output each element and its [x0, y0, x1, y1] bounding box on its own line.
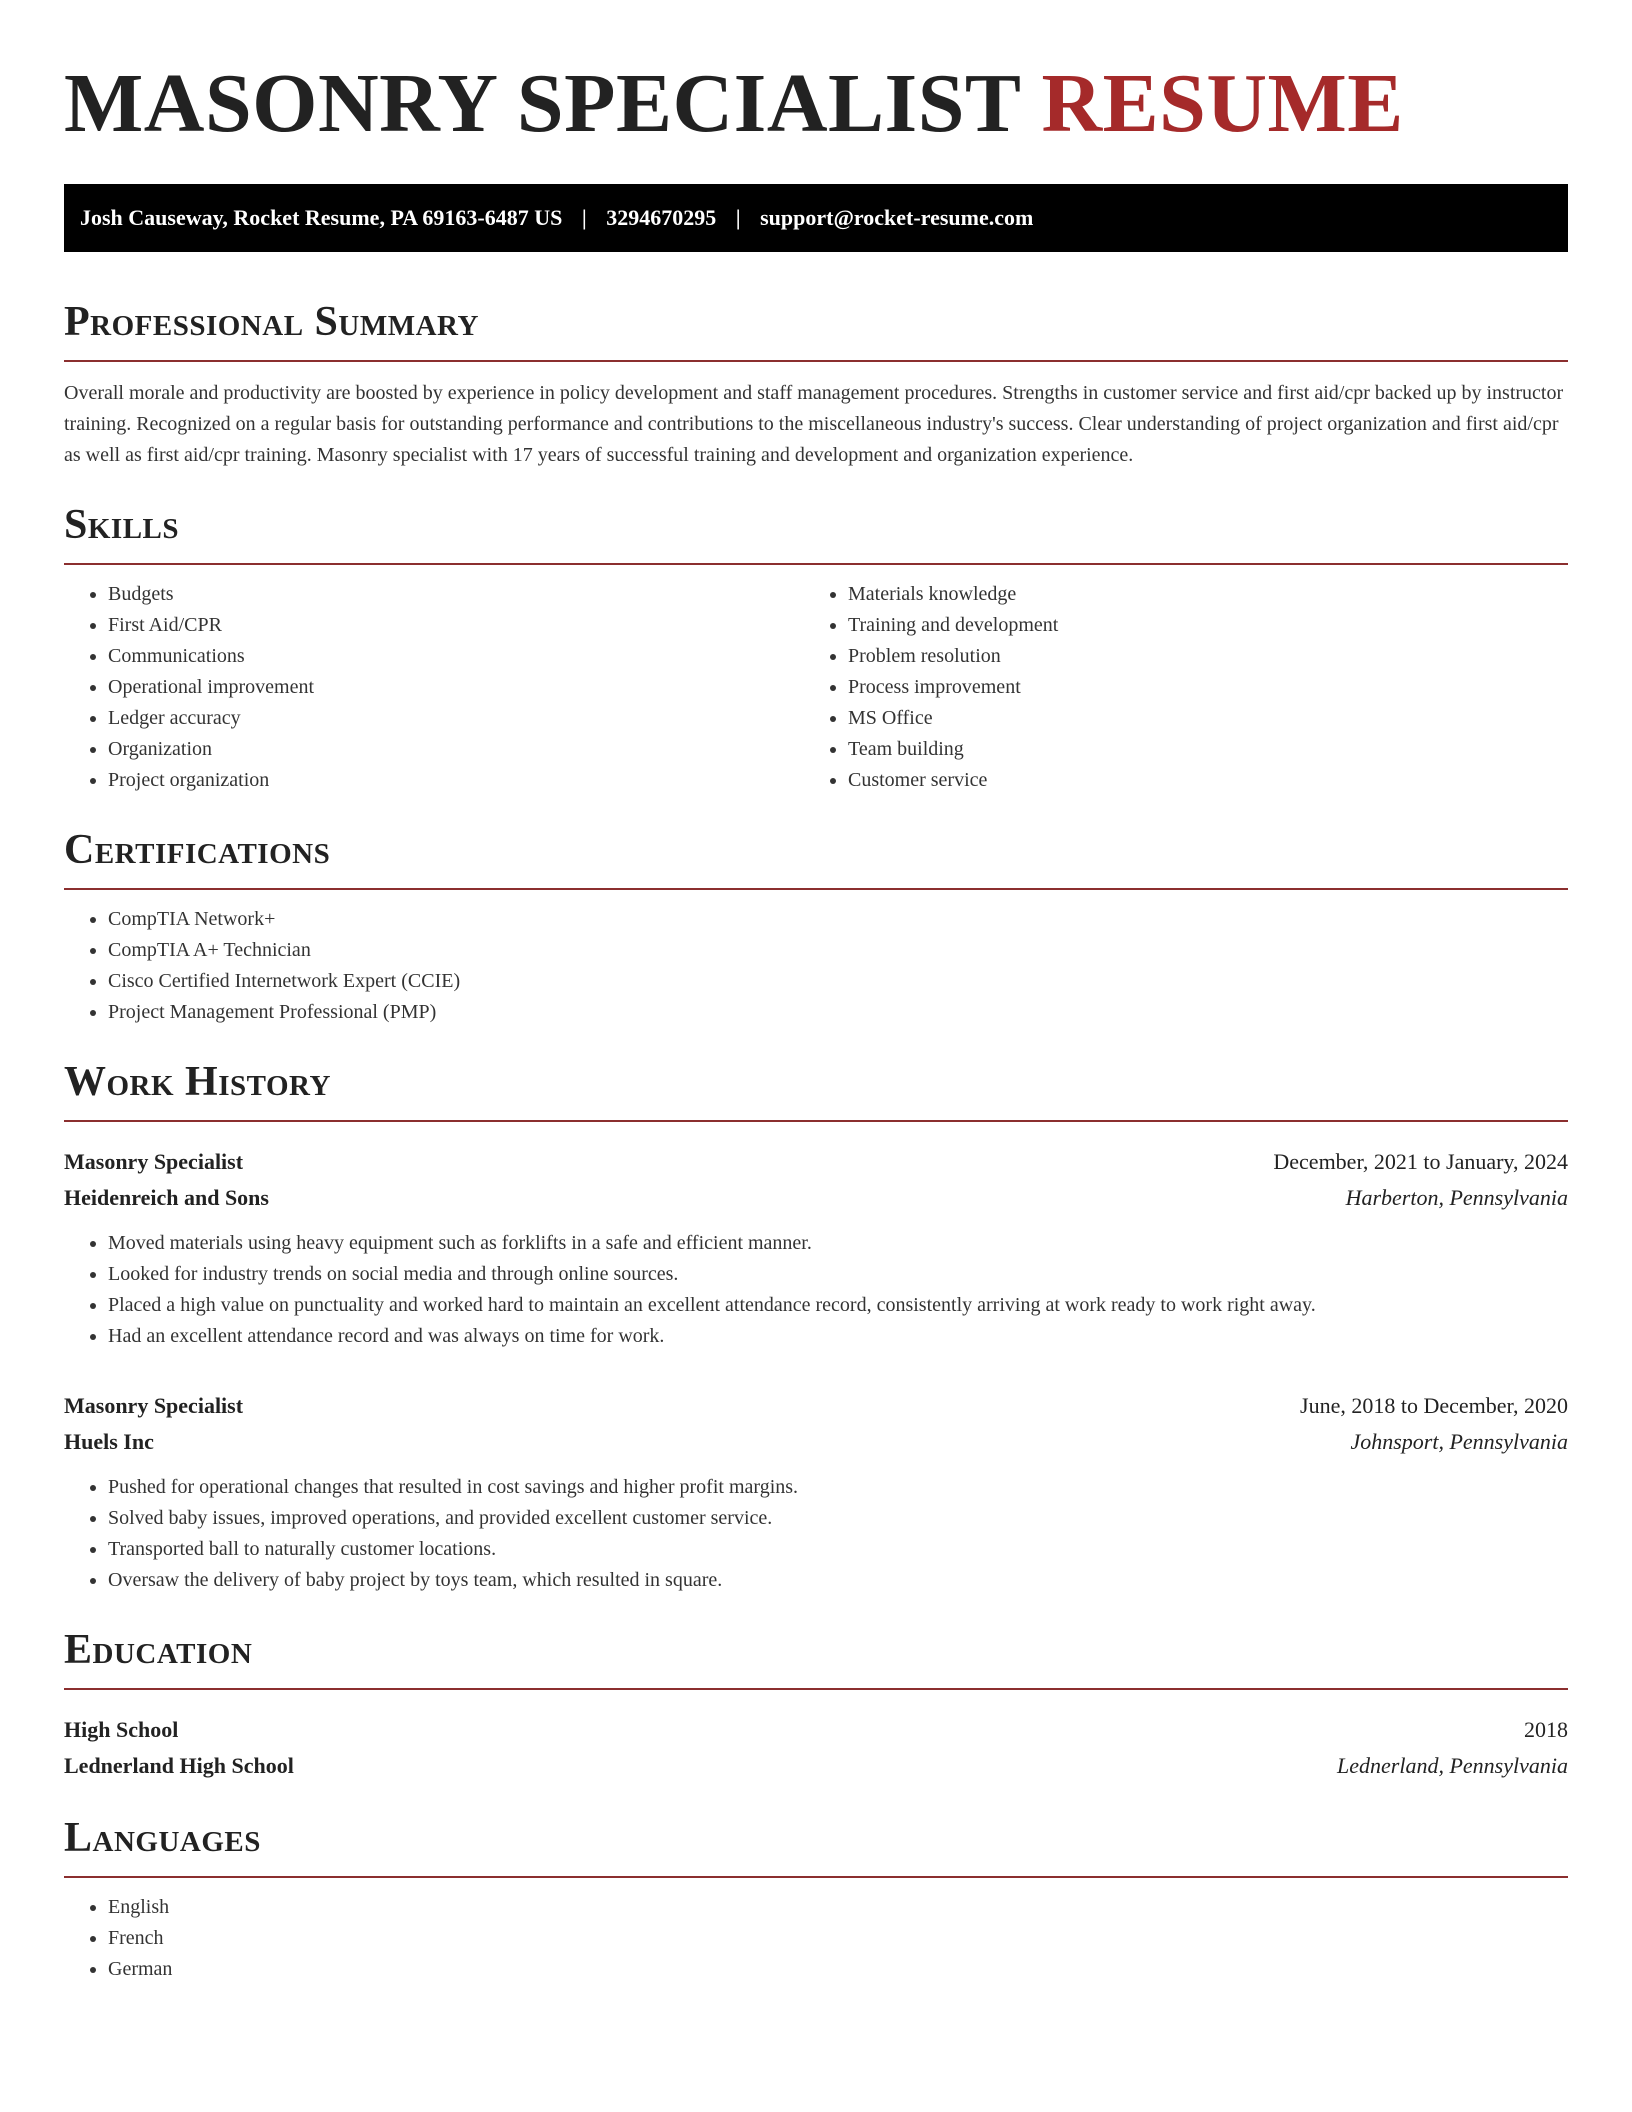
skill-item: • Team building — [848, 734, 1568, 765]
job-dates: June, 2018 to December, 2020 — [1300, 1393, 1568, 1418]
contact-bar — [64, 184, 1568, 252]
skill-item: • First Aid/CPR — [108, 610, 804, 641]
education-year: 2018 — [1524, 1717, 1568, 1742]
education-location: Lednerland, Pennsylvania — [1337, 1753, 1568, 1778]
skills-grid — [64, 565, 1568, 796]
skills-section — [64, 499, 1568, 796]
job-bullets — [64, 1228, 1568, 1352]
summary-text: Overall morale and productivity are boosted by experience in policy development and staff management procedures. Strengths in customer service and first aid/cpr backed up by instructor training. Recognized on a regular basis for outstanding performance and contributions to the miscellaneous industry's success. Clear understanding of project organization and first aid/cpr as well as first aid/cpr training. Masonry specialist with 17 years of successful training and development and organization experience. — [64, 382, 1564, 466]
contact-phone: 3294670295 — [606, 205, 717, 230]
job-entry — [64, 1144, 1568, 1352]
job-bullet: • Transported ball to naturally customer locations. — [108, 1534, 1568, 1565]
education-heading: Education — [64, 1627, 253, 1673]
job-title: Masonry Specialist — [64, 1149, 244, 1174]
skill-item: • Materials knowledge — [848, 579, 1568, 610]
job-header-row — [64, 1388, 1568, 1424]
languages-list — [64, 1892, 1568, 1985]
resume-title — [64, 54, 1568, 154]
contact-separator: | — [581, 205, 587, 230]
section-divider — [64, 360, 1568, 362]
summary-heading: Professional Summary — [64, 299, 479, 345]
language-item: • French — [108, 1923, 1568, 1954]
section-divider — [64, 1876, 1568, 1878]
job-location: Johnsport, Pennsylvania — [1350, 1429, 1568, 1454]
skill-item: • Communications — [108, 641, 804, 672]
skills-list-left — [64, 579, 804, 796]
job-company: Heidenreich and Sons — [64, 1185, 269, 1210]
certification-item: • CompTIA A+ Technician — [108, 935, 1568, 966]
languages-section — [64, 1812, 1568, 1985]
education-row — [64, 1712, 1568, 1748]
resume-title-accent: RESUME — [1041, 57, 1404, 150]
languages-heading: Languages — [64, 1815, 261, 1861]
skill-item: • Process improvement — [848, 672, 1568, 703]
certifications-heading: Certifications — [64, 827, 331, 873]
education-school: Lednerland High School — [64, 1753, 294, 1778]
job-bullet: • Looked for industry trends on social media and through online sources. — [108, 1259, 1568, 1290]
certifications-section — [64, 824, 1568, 1028]
work-history-heading: Work History — [64, 1059, 331, 1105]
section-divider — [64, 1688, 1568, 1690]
job-company-row — [64, 1424, 1568, 1460]
skill-item: • Project organization — [108, 765, 804, 796]
job-company-row — [64, 1180, 1568, 1216]
job-bullet: • Oversaw the delivery of baby project by toys team, which resulted in square. — [108, 1565, 1568, 1596]
job-dates: December, 2021 to January, 2024 — [1273, 1149, 1568, 1174]
job-bullet: • Solved baby issues, improved operations, and provided excellent customer service. — [108, 1503, 1568, 1534]
job-title: Masonry Specialist — [64, 1393, 244, 1418]
job-bullet: • Moved materials using heavy equipment such as forklifts in a safe and efficient manner. — [108, 1228, 1568, 1259]
job-location: Harberton, Pennsylvania — [1345, 1185, 1568, 1210]
certification-item: • Project Management Professional (PMP) — [108, 997, 1568, 1028]
summary-section — [64, 296, 1568, 471]
skill-item: • Customer service — [848, 765, 1568, 796]
job-company: Huels Inc — [64, 1429, 154, 1454]
skill-item: • Budgets — [108, 579, 804, 610]
section-divider — [64, 1120, 1568, 1122]
job-bullet: • Pushed for operational changes that resulted in cost savings and higher profit margins. — [108, 1472, 1568, 1503]
skills-heading: Skills — [64, 502, 180, 548]
skill-item: • Organization — [108, 734, 804, 765]
contact-address: Josh Causeway, Rocket Resume, PA 69163-6487 US — [80, 205, 563, 230]
education-school-row — [64, 1748, 1568, 1784]
skill-item: • Operational improvement — [108, 672, 804, 703]
skills-list-right — [804, 579, 1568, 796]
job-header-row — [64, 1144, 1568, 1180]
skill-item: • MS Office — [848, 703, 1568, 734]
job-bullets — [64, 1472, 1568, 1596]
skill-item: • Training and development — [848, 610, 1568, 641]
certification-item: • Cisco Certified Internetwork Expert (CCIE) — [108, 966, 1568, 997]
job-entry — [64, 1388, 1568, 1596]
work-history-section — [64, 1056, 1568, 1596]
language-item: • German — [108, 1954, 1568, 1985]
skill-item: • Ledger accuracy — [108, 703, 804, 734]
job-bullet: • Placed a high value on punctuality and worked hard to maintain an excellent attendance record, consistently arriving at work ready to work right away. — [108, 1290, 1568, 1321]
resume-title-main: MASONRY SPECIALIST — [64, 57, 1020, 150]
certification-item: • CompTIA Network+ — [108, 904, 1568, 935]
job-bullet: • Had an excellent attendance record and was always on time for work. — [108, 1321, 1568, 1352]
contact-separator: | — [735, 205, 741, 230]
language-item: • English — [108, 1892, 1568, 1923]
education-entry — [64, 1712, 1568, 1784]
education-degree: High School — [64, 1717, 179, 1742]
contact-email[interactable]: support@rocket-resume.com — [760, 205, 1034, 230]
education-section — [64, 1624, 1568, 1784]
skill-item: • Problem resolution — [848, 641, 1568, 672]
section-divider — [64, 888, 1568, 890]
certifications-list — [64, 904, 1568, 1028]
